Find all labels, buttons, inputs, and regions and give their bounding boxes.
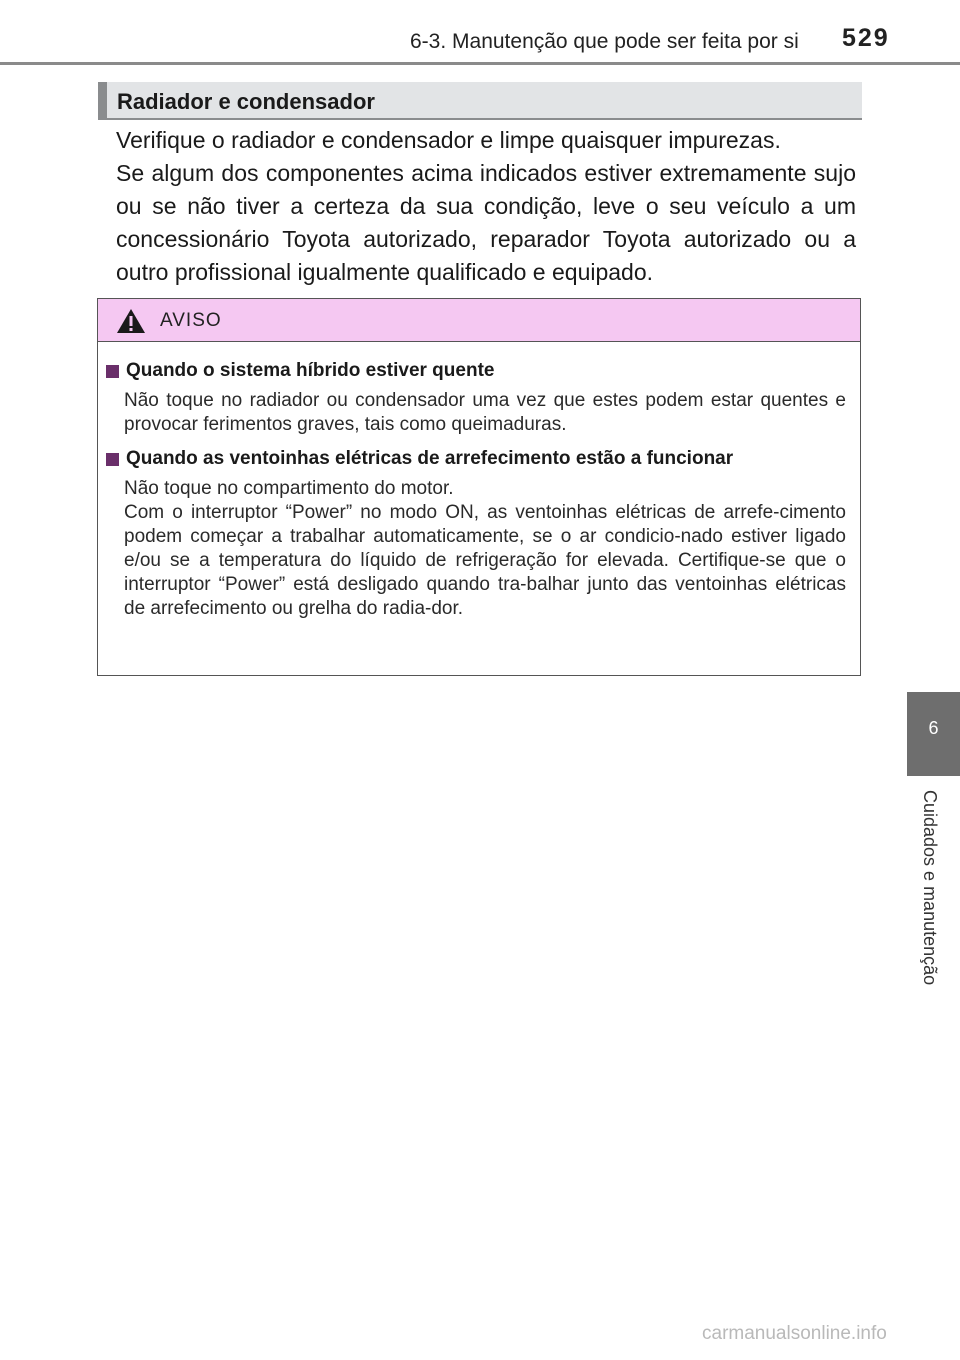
warning-item-title bbox=[106, 359, 846, 383]
body-paragraph: Verifique o radiador e condensador e limpe quaisquer impurezas. bbox=[116, 127, 781, 153]
warning-item-text: Não toque no compartimento do motor. bbox=[124, 478, 454, 499]
body-paragraph: Se algum dos componentes acima indicados estiver extremamente sujo ou se não tiver a certeza da sua condição, leve o seu veículo a um concessionário Toyota autorizado, reparador Toyota autorizado ou a outro profissional igualmente qualificado e equipado. bbox=[116, 160, 856, 285]
warning-body bbox=[106, 359, 846, 631]
section-heading bbox=[98, 82, 862, 120]
warning-item-text: Com o interruptor “Power” no modo ON, as ventoinhas elétricas de arrefe-cimento podem começar a trabalhar automaticamente, se o ar condicio-nado estiver ligado e/ou se a temperatura do líquido de refrigeração for elevada. Certifique-se que o interruptor “Power” está desligado quando tra-balhar junto das ventoinhas elétricas de arrefecimento ou grelha do radia-dor. bbox=[124, 502, 846, 619]
warning-label: AVISO bbox=[160, 310, 222, 331]
section-body bbox=[116, 124, 856, 289]
warning-item-title-text: Quando as ventoinhas elétricas de arrefecimento estão a funcionar bbox=[126, 448, 734, 469]
header-title: 6-3. Manutenção que pode ser feita por si bbox=[410, 30, 799, 53]
section-heading-text: Radiador e condensador bbox=[117, 89, 375, 114]
warning-header bbox=[98, 299, 860, 342]
warning-triangle-icon bbox=[116, 308, 146, 339]
page-number: 529 bbox=[842, 24, 890, 52]
square-bullet-icon bbox=[106, 365, 119, 378]
watermark: carmanualsonline.info bbox=[702, 1323, 887, 1344]
header-divider bbox=[0, 62, 960, 65]
warning-box bbox=[97, 298, 861, 676]
chapter-tab-number: 6 bbox=[928, 718, 939, 738]
warning-item-text: Não toque no radiador ou condensador uma vez que estes podem estar quentes e provocar ferimentos graves, tais como queimaduras. bbox=[124, 390, 846, 435]
warning-item-title bbox=[106, 447, 846, 471]
warning-item-title-text: Quando o sistema híbrido estiver quente bbox=[126, 360, 495, 381]
chapter-label bbox=[919, 790, 949, 1020]
square-bullet-icon bbox=[106, 453, 119, 466]
chapter-label-text: Cuidados e manutenção bbox=[920, 790, 940, 986]
chapter-tab bbox=[907, 692, 960, 776]
